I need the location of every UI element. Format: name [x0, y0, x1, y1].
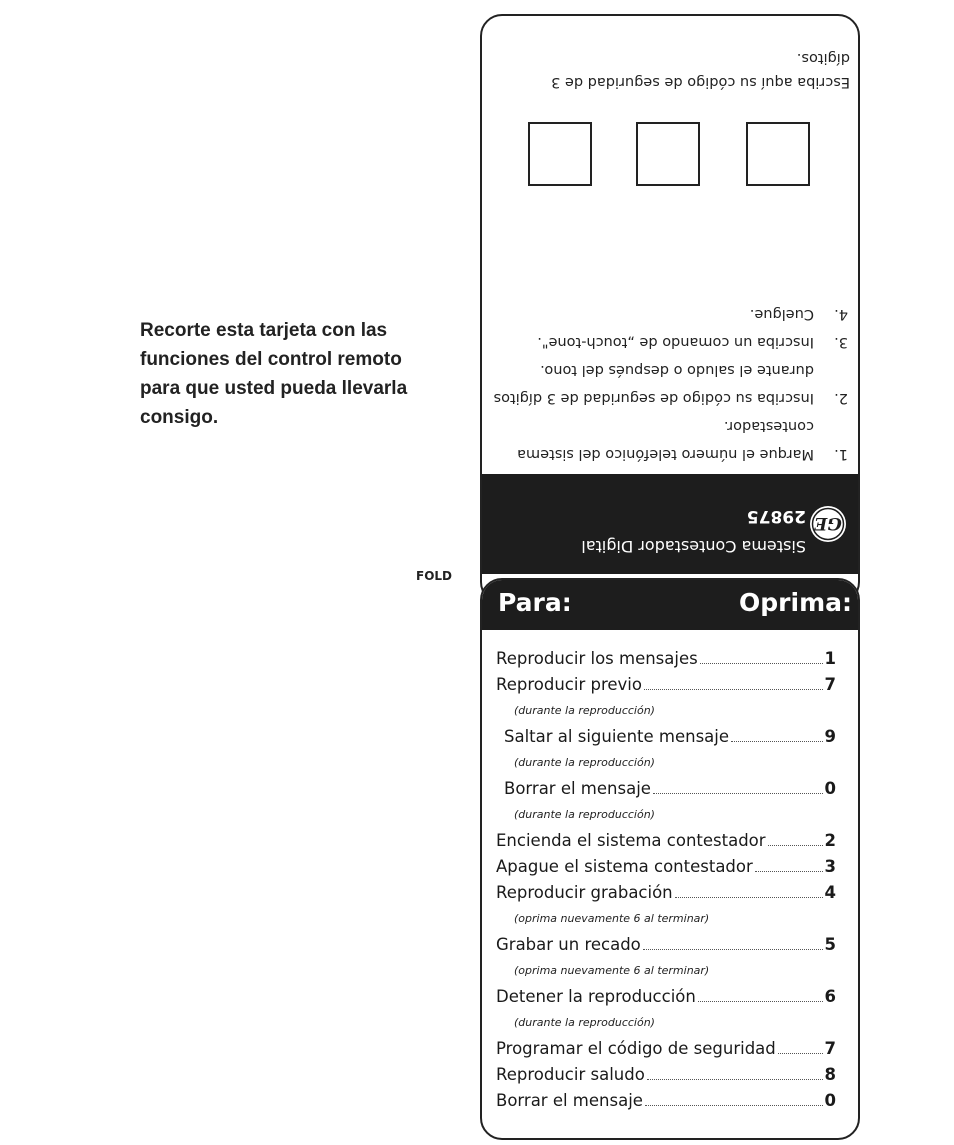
command-row — [496, 932, 836, 958]
command-note: (durante la reproducción) — [514, 704, 655, 717]
command-label: Reproducir previo — [496, 675, 642, 694]
header-para: Para: — [498, 588, 572, 617]
security-code-label: Escriba aquí su código de seguridad de 3 dígitos. — [551, 50, 850, 90]
upside-down-panel — [482, 16, 858, 602]
dot-leader — [653, 793, 823, 794]
header-oprima: Oprima: — [739, 588, 852, 617]
command-key: 2 — [824, 831, 836, 850]
command-row — [496, 672, 836, 698]
command-key: 4 — [824, 883, 836, 902]
command-row — [496, 880, 836, 906]
command-note: (durante la reproducción) — [514, 1016, 655, 1029]
command-note: (oprima nuevamente 6 al terminar) — [514, 964, 710, 977]
dot-leader — [778, 1053, 823, 1054]
command-key: 0 — [824, 1091, 836, 1110]
command-row — [496, 776, 836, 802]
title-band — [482, 474, 858, 574]
command-key: 0 — [824, 779, 836, 798]
command-label: Detener la reproducción — [496, 987, 696, 1006]
remote-access-card-front — [480, 14, 860, 604]
command-row — [496, 724, 836, 750]
command-label: Borrar el mensaje — [496, 1091, 643, 1110]
command-label: Borrar el mensaje — [504, 779, 651, 798]
command-header — [482, 580, 858, 630]
command-key: 7 — [824, 675, 836, 694]
dot-leader — [768, 845, 823, 846]
model-number: 29875 — [746, 506, 806, 526]
command-label: Programar el código de seguridad — [496, 1039, 776, 1058]
command-key: 9 — [824, 727, 836, 746]
command-list — [496, 646, 836, 1114]
dot-leader — [731, 741, 823, 742]
command-row — [496, 1036, 836, 1062]
command-row — [496, 646, 836, 672]
security-code-box-1[interactable] — [746, 122, 810, 186]
command-key: 6 — [824, 987, 836, 1006]
command-label: Reproducir los mensajes — [496, 649, 698, 668]
command-note: (durante la reproducción) — [514, 808, 655, 821]
command-key: 1 — [824, 649, 836, 668]
dot-leader — [647, 1079, 823, 1080]
dot-leader — [675, 897, 823, 898]
dot-leader — [644, 689, 823, 690]
command-label: Grabar un recado — [496, 935, 641, 954]
system-name: Sistema Contestador Digital — [581, 537, 806, 556]
dot-leader — [755, 871, 823, 872]
security-code-box-3[interactable] — [528, 122, 592, 186]
command-key: 8 — [824, 1065, 836, 1084]
ge-logo-icon — [808, 500, 848, 544]
step-item: 1. Marque el número telefónico del sistema contestador. — [517, 418, 848, 462]
dot-leader — [698, 1001, 823, 1002]
step-item: 2. Inscriba su código de seguridad de 3 dígitos durante el saludo o después del tono. — [493, 362, 848, 406]
step-item: 4. Cuelgue. — [749, 306, 848, 322]
command-label: Encienda el sistema contestador — [496, 831, 766, 850]
remote-steps-list — [482, 300, 858, 468]
step-item: 3. Inscriba un comando de „touch-tone". — [537, 334, 848, 350]
command-row — [496, 984, 836, 1010]
fold-label: FOLD — [416, 569, 453, 583]
dot-leader — [700, 663, 823, 664]
dot-leader — [643, 949, 823, 950]
dot-leader — [645, 1105, 823, 1106]
command-label: Apague el sistema contestador — [496, 857, 753, 876]
security-code-box-2[interactable] — [636, 122, 700, 186]
command-label: Saltar al siguiente mensaje — [504, 727, 730, 746]
command-row — [496, 1088, 836, 1114]
command-label: Reproducir grabación — [496, 883, 673, 902]
command-row — [496, 1062, 836, 1088]
command-key: 7 — [824, 1039, 836, 1058]
command-row — [496, 828, 836, 854]
intro-instructions: Recorte esta tarjeta con las funciones del control remoto para que usted pueda llevarla consigo. — [140, 320, 408, 428]
command-label: Reproducir saludo — [496, 1065, 645, 1084]
command-key: 5 — [824, 935, 836, 954]
command-note: (durante la reproducción) — [514, 756, 655, 769]
svg-text:GE: GE — [814, 513, 842, 533]
command-reference-card — [480, 578, 860, 1140]
command-key: 3 — [824, 857, 836, 876]
command-note: (oprima nuevamente 6 al terminar) — [514, 912, 710, 925]
command-row — [496, 854, 836, 880]
